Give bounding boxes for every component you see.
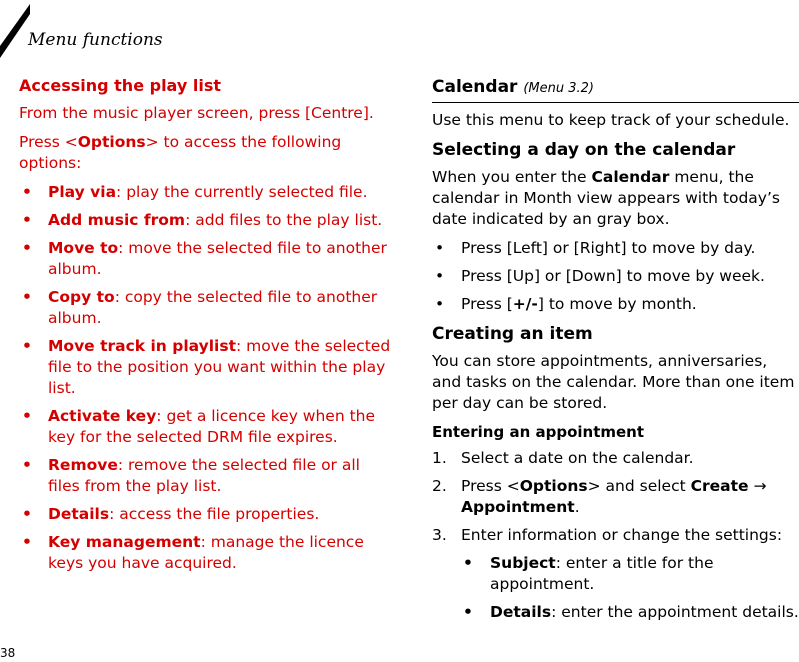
select-day-text: When you enter the Calendar menu, the calendar in Month view appears with today’s date indicated by an gray box. — [432, 168, 780, 228]
list-item: • Play via: play the currently selected file. — [22, 183, 368, 201]
list-item: • Copy to: copy the selected file to another album. — [22, 288, 378, 327]
bullet-icon: • — [22, 239, 32, 257]
options-instruction: Press <Options> to access the following options: — [19, 133, 342, 172]
list-item: • Press [Up] or [Down] to move by week. — [435, 267, 765, 285]
bullet-icon: • — [463, 554, 473, 572]
play-list-intro: From the music player screen, press [Centre]. — [19, 104, 374, 122]
play-list-heading: Accessing the play list — [19, 76, 221, 95]
header-decoration — [0, 0, 30, 58]
appointment-fields-list — [461, 553, 799, 623]
list-item: • Details: enter the appointment details. — [463, 603, 799, 621]
right-column — [432, 76, 799, 630]
list-item: • Add music from: add files to the play list. — [22, 211, 383, 229]
bullet-icon: • — [435, 267, 445, 285]
list-item: • Move to: move the selected file to another album. — [22, 239, 387, 278]
bullet-icon: • — [22, 505, 32, 523]
list-item: • Press [+/-] to move by month. — [435, 295, 697, 313]
bullet-icon: • — [22, 456, 32, 474]
bullet-icon: • — [22, 533, 32, 551]
list-item: 2. Press <Options> and select Create → Appointment. — [432, 477, 767, 516]
bullet-icon: • — [22, 211, 32, 229]
bullet-icon: • — [435, 239, 445, 257]
list-item: • Subject: enter a title for the appointment. — [463, 554, 714, 593]
menu-reference: (Menu 3.2) — [523, 81, 595, 96]
list-item: • Move track in playlist: move the selected file to the position you want within the play list. — [22, 337, 391, 397]
bullet-icon: • — [22, 407, 32, 425]
steps-list — [432, 448, 799, 623]
bullet-icon: • — [463, 603, 473, 621]
bullet-icon: • — [22, 183, 32, 201]
navigation-list — [432, 238, 799, 315]
list-item: • Press [Left] or [Right] to move by day. — [435, 239, 756, 257]
list-item: • Remove: remove the selected file or all files from the play list. — [22, 456, 360, 495]
entering-appointment-heading: Entering an appointment — [432, 423, 645, 441]
bullet-icon: • — [22, 288, 32, 306]
select-day-heading: Selecting a day on the calendar — [432, 140, 736, 160]
bullet-icon: • — [22, 337, 32, 355]
bullet-icon: • — [435, 295, 445, 313]
page-header-title: Menu functions — [28, 30, 163, 50]
list-item: • Details: access the file properties. — [22, 505, 320, 523]
list-item: • Key management: manage the licence keys you have acquired. — [22, 533, 364, 572]
list-item: 3. Enter information or change the settings: • Subject: enter a title for the appointment. • Details: enter the appointment details. — [432, 526, 799, 621]
options-list — [19, 182, 394, 574]
page-number: 38 — [0, 646, 16, 660]
create-item-heading: Creating an item — [432, 324, 593, 344]
calendar-intro: Use this menu to keep track of your schedule. — [432, 111, 790, 129]
create-item-intro: You can store appointments, anniversaries, and tasks on the calendar. More than one item per day can be stored. — [432, 352, 795, 412]
list-item: • Activate key: get a licence key when the key for the selected DRM file expires. — [22, 407, 376, 446]
left-column — [19, 76, 394, 581]
calendar-heading: Calendar (Menu 3.2) — [432, 76, 799, 103]
list-item: 1. Select a date on the calendar. — [432, 449, 694, 467]
